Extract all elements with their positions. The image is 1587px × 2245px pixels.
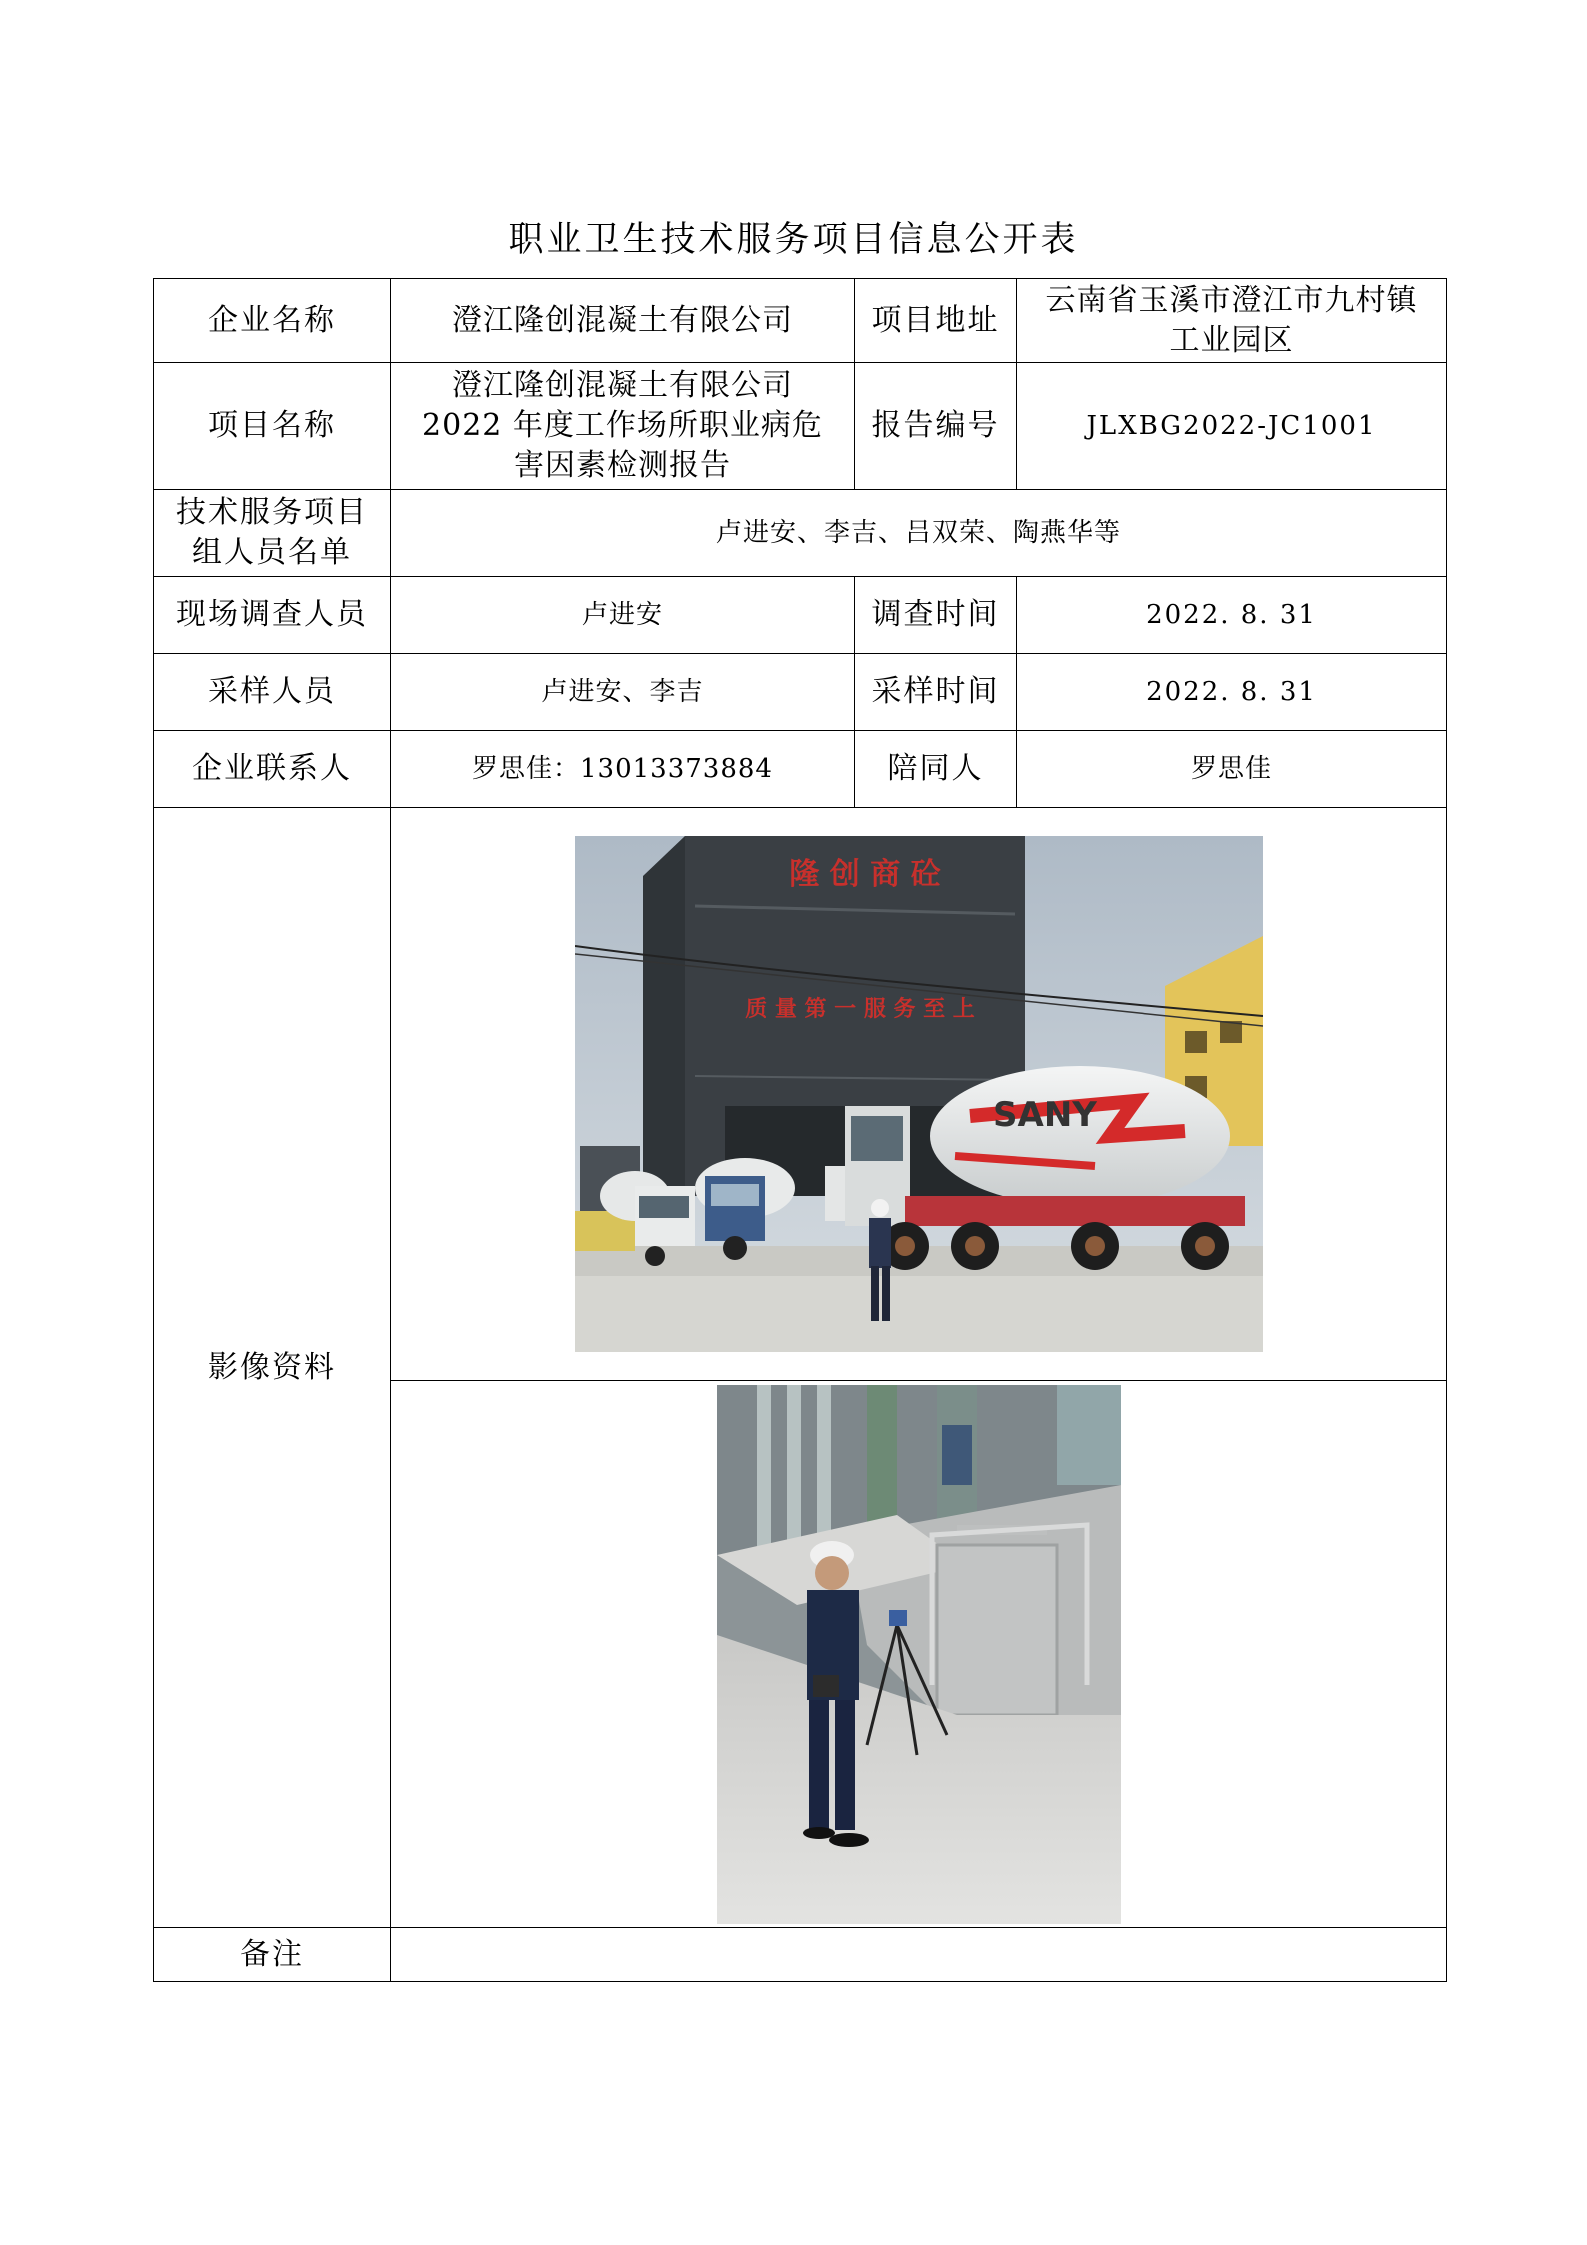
escort-value: 罗思佳 [1017, 731, 1447, 808]
project-label: 项目名称 [154, 363, 391, 490]
table-row [154, 577, 1447, 654]
table-row [154, 490, 1447, 577]
photo-cell-2 [391, 1381, 1447, 1928]
contact-value: 罗思佳：13013373884 [391, 731, 855, 808]
truck-brand: SANY [992, 1095, 1097, 1135]
info-table [153, 278, 1447, 1982]
photo-cell-1 [391, 808, 1447, 1381]
sampler-value: 卢进安、李吉 [391, 654, 855, 731]
team-label: 技术服务项目组人员名单 [154, 490, 391, 577]
table-row [154, 363, 1447, 490]
images-label: 影像资料 [154, 808, 391, 1928]
table-row [154, 1928, 1447, 1982]
company-value: 澄江隆创混凝土有限公司 [391, 279, 855, 363]
table-row [154, 808, 1447, 1381]
building-sign-mid: 质 量 第 一 服 务 至 上 [744, 997, 975, 1022]
page-title: 职业卫生技术服务项目信息公开表 [508, 220, 1079, 260]
site-photo-worker [717, 1385, 1121, 1924]
address-value: 云南省玉溪市澄江市九村镇工业园区 [1017, 279, 1447, 363]
table-row [154, 731, 1447, 808]
survey-time-label: 调查时间 [855, 577, 1017, 654]
remarks-label: 备注 [154, 1928, 391, 1982]
report-no-value: JLXBG2022-JC1001 [1017, 363, 1447, 490]
company-label: 企业名称 [154, 279, 391, 363]
contact-label: 企业联系人 [154, 731, 391, 808]
team-value: 卢进安、李吉、吕双荣、陶燕华等 [391, 490, 1447, 577]
survey-person-label: 现场调查人员 [154, 577, 391, 654]
table-row [154, 279, 1447, 363]
remarks-value [391, 1928, 1447, 1982]
sampler-label: 采样人员 [154, 654, 391, 731]
address-label: 项目地址 [855, 279, 1017, 363]
table-row [154, 654, 1447, 731]
project-value: 澄江隆创混凝土有限公司 2022 年度工作场所职业病危害因素检测报告 [391, 363, 855, 490]
site-photo-truck [575, 836, 1263, 1352]
survey-person-value: 卢进安 [391, 577, 855, 654]
sample-time-value: 2022. 8. 31 [1017, 654, 1447, 731]
sample-time-label: 采样时间 [855, 654, 1017, 731]
escort-label: 陪同人 [855, 731, 1017, 808]
survey-time-value: 2022. 8. 31 [1017, 577, 1447, 654]
report-no-label: 报告编号 [855, 363, 1017, 490]
building-sign-top: 隆 创 商 砼 [788, 857, 941, 892]
